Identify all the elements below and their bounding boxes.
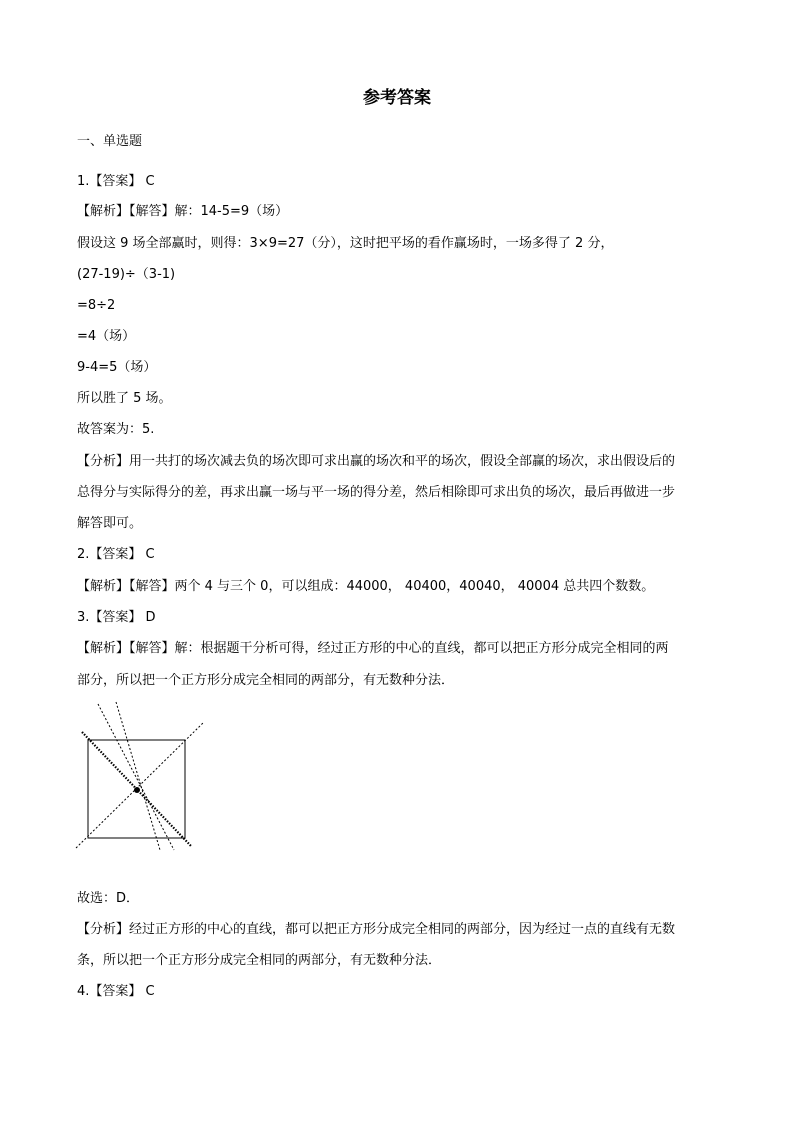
analysis-1-explanation: 解答即可。 — [77, 516, 143, 531]
analysis-1-conclusion: 所以胜了 5 场。 — [77, 391, 172, 406]
analysis-1-solution: 【解析】【解答】解：14-5=9（场） — [77, 204, 289, 219]
analysis-1-answer: 故答案为：5. — [77, 422, 155, 437]
answer-3-choice: 故选：D． — [77, 891, 140, 906]
analysis-1-explanation: 【分析】用一共打的场次减去负的场次即可求出赢的场次和平的场次，假设全部赢的场次，求出假设后的 — [77, 454, 676, 469]
answer-3: 3.【答案】 D — [77, 610, 156, 625]
square-division-diagram — [74, 700, 206, 852]
analysis-3-solution: 部分，所以把一个正方形分成完全相同的两部分，有无数种分法． — [77, 673, 455, 688]
analysis-2-solution: 【解析】【解答】两个 4 与三个 0，可以组成：44000， 40400，40040， 40004 总共四个数数。 — [77, 579, 655, 594]
answer-4: 4.【答案】 C — [77, 984, 155, 999]
analysis-3-explanation: 【分析】经过正方形的中心的直线，都可以把正方形分成完全相同的两部分，因为经过一点的直线有无数 — [77, 922, 676, 937]
analysis-1-step: 9-4=5（场） — [77, 360, 157, 375]
center-point — [134, 787, 140, 793]
page-title: 参考答案 — [363, 88, 431, 108]
analysis-1-step: =4（场） — [77, 329, 136, 344]
analysis-1-step: =8÷2 — [77, 298, 116, 313]
analysis-1-step: (27-19)÷（3-1) — [77, 267, 176, 282]
answer-2: 2.【答案】 C — [77, 547, 155, 562]
analysis-3-explanation: 条，所以把一个正方形分成完全相同的两部分，有无数种分法． — [77, 953, 442, 968]
section-heading: 一、单选题 — [77, 134, 143, 149]
analysis-1-step: 假设这 9 场全部赢时，则得：3×9=27（分），这时把平场的看作赢场时，一场多得了 2 分， — [77, 236, 614, 251]
analysis-3-solution: 【解析】【解答】解：根据题干分析可得，经过正方形的中心的直线，都可以把正方形分成完全相同的两 — [77, 641, 669, 656]
answer-1: 1.【答案】 C — [77, 174, 155, 189]
analysis-1-explanation: 总得分与实际得分的差，再求出赢一场与平一场的得分差，然后相除即可求出负的场次，最后再做进一步 — [77, 485, 676, 500]
